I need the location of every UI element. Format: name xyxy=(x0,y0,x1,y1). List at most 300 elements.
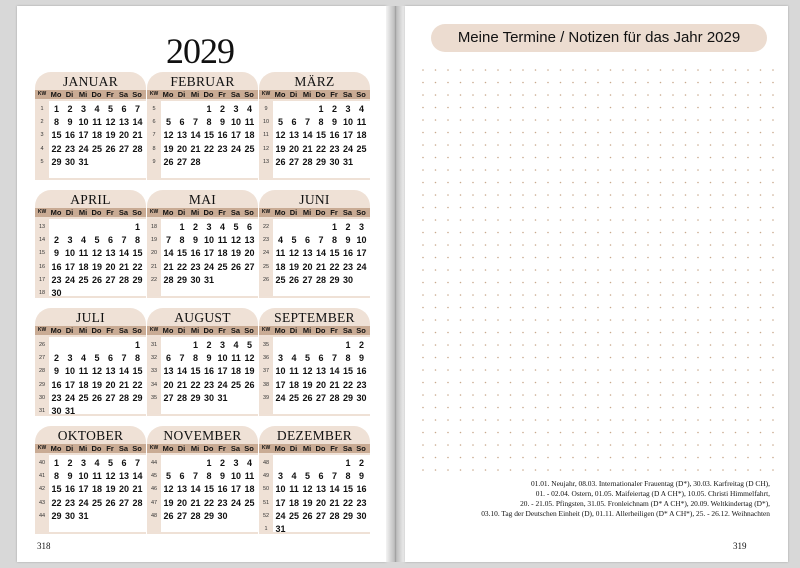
day-cell: 10 xyxy=(64,366,75,377)
day-cell: 1 xyxy=(134,222,140,232)
day-cell: 19 xyxy=(230,248,241,259)
day-cell: 5 xyxy=(304,471,310,482)
weekday-label: Di xyxy=(177,326,186,335)
month-name: JULI xyxy=(35,308,146,326)
day-cell: 17 xyxy=(78,130,89,141)
month-name: MÄRZ xyxy=(259,72,370,90)
weekday-header xyxy=(147,90,258,99)
day-cell: 29 xyxy=(51,156,62,167)
day-cell: 31 xyxy=(78,510,89,521)
day-cell: 14 xyxy=(190,484,201,495)
weekday-label: Fr xyxy=(330,326,338,335)
weekday-label: Mi xyxy=(78,90,88,99)
day-cell: 28 xyxy=(315,274,326,285)
day-cell: 25 xyxy=(288,392,299,403)
day-cell: 27 xyxy=(244,261,255,272)
day-cell: 2 xyxy=(192,222,198,232)
day-cell: 8 xyxy=(134,235,140,246)
weekday-label: So xyxy=(244,326,254,335)
day-cell: 18 xyxy=(91,130,102,141)
day-cell: 24 xyxy=(275,510,286,521)
month-body xyxy=(35,444,146,534)
day-cell: 7 xyxy=(121,235,127,246)
day-cell: 7 xyxy=(134,458,140,468)
week-number: 23 xyxy=(262,237,270,244)
weekday-label: Mi xyxy=(190,208,200,217)
day-cell: 20 xyxy=(315,497,326,508)
day-cell: 7 xyxy=(304,117,310,128)
week-number: 39 xyxy=(262,394,270,401)
day-cell: 15 xyxy=(190,366,201,377)
day-cell: 25 xyxy=(91,143,102,154)
weekday-label: Fr xyxy=(330,90,338,99)
month-januar xyxy=(35,72,146,180)
weekday-label: Di xyxy=(65,90,74,99)
day-cell: 25 xyxy=(78,274,89,285)
day-cell: 5 xyxy=(165,471,171,482)
day-cell: 19 xyxy=(163,143,174,154)
week-number: 42 xyxy=(38,486,46,493)
day-cell: 31 xyxy=(275,524,286,534)
day-cell: 15 xyxy=(132,248,143,259)
day-cell: 7 xyxy=(179,353,185,364)
day-cell: 27 xyxy=(105,392,116,403)
day-cell: 2 xyxy=(358,458,364,468)
day-cell: 11 xyxy=(231,353,241,364)
day-cell: 30 xyxy=(329,156,340,167)
weekday-label: Fr xyxy=(218,90,226,99)
week-number: 11 xyxy=(263,132,269,139)
day-cell: 28 xyxy=(163,274,174,285)
day-cell: 7 xyxy=(192,471,198,482)
day-cell: 24 xyxy=(78,143,89,154)
week-number: 15 xyxy=(38,250,46,257)
day-cell: 28 xyxy=(176,392,187,403)
weekday-label: Do xyxy=(203,444,214,453)
day-cell: 27 xyxy=(163,392,174,403)
day-cell: 6 xyxy=(121,104,127,114)
month-oktober xyxy=(35,426,146,534)
day-cell: 22 xyxy=(132,261,143,272)
week-number: 1 xyxy=(40,106,44,112)
day-cell: 5 xyxy=(233,222,239,232)
weekday-label: Mi xyxy=(78,444,88,453)
weekday-header xyxy=(35,326,146,335)
day-cell: 9 xyxy=(53,248,59,259)
day-cell: 23 xyxy=(356,379,367,390)
day-cell: 24 xyxy=(356,261,367,272)
day-cell: 13 xyxy=(105,248,116,259)
week-number: 46 xyxy=(150,486,158,493)
day-cell: 8 xyxy=(53,471,59,482)
day-cell: 29 xyxy=(329,274,340,285)
day-cell: 18 xyxy=(244,130,255,141)
day-cell: 29 xyxy=(315,156,326,167)
month-name: NOVEMBER xyxy=(147,426,258,444)
week-number: 13 xyxy=(38,224,46,230)
day-cell: 23 xyxy=(329,143,340,154)
kw-label: KW xyxy=(149,91,159,97)
day-cell: 26 xyxy=(244,379,255,390)
day-cell: 17 xyxy=(64,261,75,272)
day-cell: 2 xyxy=(53,353,59,364)
day-cell: 1 xyxy=(318,104,324,114)
day-cell: 2 xyxy=(67,104,73,114)
day-cell: 8 xyxy=(179,235,185,246)
book-gutter xyxy=(386,6,405,562)
weekday-label: Di xyxy=(289,326,298,335)
day-cell: 12 xyxy=(275,130,286,141)
kw-label: KW xyxy=(149,445,159,451)
day-cell: 23 xyxy=(51,392,62,403)
day-cell: 26 xyxy=(163,510,174,521)
day-cell: 3 xyxy=(233,104,239,114)
weekday-label: Di xyxy=(65,444,74,453)
weekday-label: Sa xyxy=(118,444,129,453)
weekday-label: Fr xyxy=(218,444,226,453)
day-cell: 15 xyxy=(176,248,187,259)
day-cell: 8 xyxy=(318,117,324,128)
week-number: 14 xyxy=(38,237,46,244)
weekday-label: Sa xyxy=(118,208,129,217)
week-number: 28 xyxy=(38,368,46,375)
day-cell: 27 xyxy=(118,143,129,154)
day-cell: 4 xyxy=(80,353,86,364)
weekday-label: So xyxy=(244,90,254,99)
week-number: 37 xyxy=(262,368,270,375)
day-cell: 21 xyxy=(118,261,129,272)
day-cell: 30 xyxy=(190,274,201,285)
day-cell: 27 xyxy=(288,156,299,167)
weekday-label: Do xyxy=(315,326,326,335)
day-cell: 22 xyxy=(51,143,62,154)
day-cell: 18 xyxy=(288,379,299,390)
day-cell: 22 xyxy=(329,261,340,272)
week-number: 13 xyxy=(262,158,270,165)
day-cell: 3 xyxy=(233,458,239,468)
day-cell: 5 xyxy=(94,353,100,364)
weekday-label: Mi xyxy=(302,208,312,217)
day-cell: 2 xyxy=(345,222,351,232)
day-cell: 12 xyxy=(105,471,116,482)
page-number-right: 319 xyxy=(733,541,747,551)
week-number: 48 xyxy=(262,460,270,466)
day-cell: 1 xyxy=(345,340,351,350)
week-number: 29 xyxy=(38,381,46,388)
day-cell: 20 xyxy=(176,143,187,154)
weekday-label: Sa xyxy=(230,444,241,453)
week-number: 6 xyxy=(152,119,156,126)
day-cell: 17 xyxy=(203,248,214,259)
month-body xyxy=(147,90,258,180)
month-februar xyxy=(147,72,258,180)
month-name: SEPTEMBER xyxy=(259,308,370,326)
weekday-label: Di xyxy=(289,90,298,99)
day-cell: 9 xyxy=(331,117,337,128)
week-number: 7 xyxy=(152,132,156,139)
day-cell: 22 xyxy=(51,497,62,508)
day-cell: 6 xyxy=(318,471,324,482)
weekday-label: Mi xyxy=(302,326,312,335)
day-cell: 28 xyxy=(329,510,340,521)
weekday-label: Fr xyxy=(330,208,338,217)
day-cell: 19 xyxy=(288,261,299,272)
week-number: 24 xyxy=(262,250,270,257)
month-body xyxy=(259,90,370,180)
day-cell: 16 xyxy=(190,248,201,259)
day-cell: 30 xyxy=(203,392,214,403)
day-cell: 19 xyxy=(105,484,116,495)
day-cell: 20 xyxy=(244,248,255,259)
day-cell: 12 xyxy=(244,353,255,364)
day-cell: 27 xyxy=(118,497,129,508)
weekday-header xyxy=(259,90,370,99)
day-cell: 24 xyxy=(275,392,286,403)
weekday-label: Do xyxy=(203,90,214,99)
day-cell: 15 xyxy=(203,484,214,495)
day-cell: 26 xyxy=(275,156,286,167)
week-number: 31 xyxy=(150,342,158,348)
day-cell: 21 xyxy=(132,484,143,495)
weekday-label: Fr xyxy=(330,444,338,453)
day-cell: 12 xyxy=(302,366,313,377)
weekday-label: Mo xyxy=(274,326,286,335)
day-cell: 20 xyxy=(315,379,326,390)
year-title: 2029 xyxy=(166,31,234,71)
weekday-label: Mi xyxy=(190,444,200,453)
day-cell: 29 xyxy=(132,274,143,285)
day-cell: 15 xyxy=(342,484,353,495)
day-cell: 19 xyxy=(91,261,102,272)
month-name: JUNI xyxy=(259,190,370,208)
day-cell: 7 xyxy=(192,117,198,128)
week-number: 2 xyxy=(40,119,44,126)
day-cell: 20 xyxy=(288,143,299,154)
day-cell: 25 xyxy=(275,274,286,285)
week-number: 19 xyxy=(150,237,158,244)
day-cell: 14 xyxy=(132,471,143,482)
day-cell: 6 xyxy=(304,235,310,246)
day-cell: 18 xyxy=(288,497,299,508)
day-cell: 12 xyxy=(288,248,299,259)
day-cell: 31 xyxy=(203,274,214,285)
week-number: 48 xyxy=(150,512,158,519)
day-cell: 21 xyxy=(329,379,340,390)
weekday-label: So xyxy=(244,208,254,217)
day-cell: 10 xyxy=(78,117,89,128)
day-cell: 15 xyxy=(51,130,62,141)
day-cell: 4 xyxy=(80,235,86,246)
day-cell: 5 xyxy=(165,117,171,128)
day-cell: 24 xyxy=(64,392,75,403)
day-cell: 9 xyxy=(67,117,73,128)
day-cell: 13 xyxy=(315,484,326,495)
day-cell: 4 xyxy=(291,471,297,482)
day-cell: 20 xyxy=(176,497,187,508)
week-number: 43 xyxy=(38,499,46,506)
kw-label: KW xyxy=(261,445,271,451)
day-cell: 28 xyxy=(190,510,201,521)
day-cell: 21 xyxy=(163,261,174,272)
weekday-label: Sa xyxy=(342,90,353,99)
day-cell: 19 xyxy=(244,366,255,377)
day-cell: 11 xyxy=(244,471,255,482)
day-cell: 8 xyxy=(206,471,212,482)
week-number: 18 xyxy=(38,290,46,296)
day-cell: 9 xyxy=(53,366,59,377)
month-november xyxy=(147,426,258,534)
day-cell: 25 xyxy=(78,392,89,403)
day-cell: 16 xyxy=(64,130,75,141)
day-cell: 28 xyxy=(118,392,129,403)
day-cell: 16 xyxy=(329,130,340,141)
day-cell: 1 xyxy=(345,458,351,468)
day-cell: 14 xyxy=(190,130,201,141)
day-cell: 23 xyxy=(217,143,228,154)
day-cell: 18 xyxy=(78,379,89,390)
week-number: 32 xyxy=(150,355,158,362)
weekday-label: Do xyxy=(315,444,326,453)
day-cell: 5 xyxy=(94,235,100,246)
week-number: 45 xyxy=(150,473,158,480)
day-cell: 2 xyxy=(219,458,225,468)
month-september xyxy=(259,308,370,416)
day-cell: 14 xyxy=(329,366,340,377)
day-cell: 24 xyxy=(64,274,75,285)
kw-label: KW xyxy=(149,327,159,333)
day-cell: 29 xyxy=(176,274,187,285)
day-cell: 24 xyxy=(342,143,353,154)
week-number: 41 xyxy=(38,473,46,480)
day-cell: 17 xyxy=(217,366,228,377)
day-cell: 26 xyxy=(91,274,102,285)
day-cell: 15 xyxy=(51,484,62,495)
day-cell: 30 xyxy=(356,510,367,521)
week-number: 22 xyxy=(150,276,158,283)
day-cell: 10 xyxy=(356,235,367,246)
week-number: 1 xyxy=(264,526,268,532)
day-cell: 24 xyxy=(203,261,214,272)
day-cell: 2 xyxy=(53,235,59,246)
day-cell: 6 xyxy=(246,222,252,232)
weekday-label: Fr xyxy=(218,208,226,217)
week-number: 16 xyxy=(38,263,46,270)
day-cell: 27 xyxy=(176,510,187,521)
day-cell: 12 xyxy=(163,484,174,495)
day-cell: 14 xyxy=(329,484,340,495)
day-cell: 4 xyxy=(358,104,364,114)
day-cell: 17 xyxy=(356,248,367,259)
day-cell: 25 xyxy=(356,143,367,154)
day-cell: 13 xyxy=(302,248,313,259)
week-number: 34 xyxy=(150,381,158,388)
day-cell: 22 xyxy=(203,497,214,508)
day-cell: 13 xyxy=(176,130,187,141)
day-cell: 6 xyxy=(121,458,127,468)
kw-label: KW xyxy=(261,91,271,97)
weekday-label: Mo xyxy=(162,90,174,99)
day-cell: 15 xyxy=(315,130,326,141)
day-cell: 27 xyxy=(315,392,326,403)
weekday-label: Fr xyxy=(106,326,114,335)
day-cell: 17 xyxy=(78,484,89,495)
day-cell: 23 xyxy=(64,143,75,154)
day-cell: 25 xyxy=(244,143,255,154)
weekday-label: Mo xyxy=(274,444,286,453)
weekday-label: So xyxy=(132,208,142,217)
day-cell: 19 xyxy=(302,379,313,390)
day-cell: 6 xyxy=(291,117,297,128)
month-body xyxy=(259,326,370,416)
day-cell: 2 xyxy=(219,104,225,114)
week-number: 8 xyxy=(152,145,156,152)
day-cell: 8 xyxy=(206,117,212,128)
weekday-label: Mo xyxy=(274,208,286,217)
day-cell: 12 xyxy=(230,235,241,246)
day-cell: 29 xyxy=(203,510,214,521)
weekday-label: Fr xyxy=(106,90,114,99)
weekday-label: So xyxy=(356,444,366,453)
day-cell: 26 xyxy=(163,156,174,167)
weekday-label: Sa xyxy=(118,326,129,335)
day-cell: 10 xyxy=(217,353,228,364)
holiday-line: 01. - 02.04. Ostern, 01.05. Maifeiertag (D A CH*), 10.05. Christi Himmelfahrt, xyxy=(535,489,770,498)
day-cell: 30 xyxy=(51,406,62,416)
holiday-line: 01.01. Neujahr, 08.03. Internationaler Frauentag (D*), 30.03. Karfreitag (D CH), xyxy=(530,479,770,488)
day-cell: 7 xyxy=(165,235,171,246)
day-cell: 3 xyxy=(345,104,351,114)
day-cell: 11 xyxy=(78,248,89,259)
day-cell: 12 xyxy=(302,484,313,495)
month-mai xyxy=(147,190,258,298)
month-märz xyxy=(259,72,370,180)
day-cell: 16 xyxy=(51,261,62,272)
week-number: 33 xyxy=(150,368,158,375)
day-cell: 12 xyxy=(91,248,102,259)
dot-grid xyxy=(419,66,774,476)
day-cell: 24 xyxy=(78,497,89,508)
weekday-header xyxy=(259,326,370,335)
day-cell: 14 xyxy=(163,248,174,259)
weekday-header xyxy=(35,90,146,99)
weekday-label: So xyxy=(132,326,142,335)
day-cell: 17 xyxy=(275,379,286,390)
day-cell: 5 xyxy=(107,104,113,114)
weekday-label: So xyxy=(356,90,366,99)
day-cell: 28 xyxy=(118,274,129,285)
day-cell: 28 xyxy=(329,392,340,403)
day-cell: 8 xyxy=(53,117,59,128)
day-cell: 8 xyxy=(345,471,351,482)
weekday-label: Di xyxy=(65,326,74,335)
day-cell: 23 xyxy=(51,274,62,285)
weekday-label: Sa xyxy=(230,90,241,99)
day-cell: 13 xyxy=(176,484,187,495)
day-cell: 29 xyxy=(51,510,62,521)
week-number: 44 xyxy=(38,512,46,519)
weekday-header xyxy=(35,444,146,453)
week-number: 40 xyxy=(38,460,46,466)
day-cell: 9 xyxy=(358,353,364,364)
day-cell: 13 xyxy=(288,130,299,141)
weekday-label: Mo xyxy=(50,208,62,217)
day-cell: 1 xyxy=(53,458,59,468)
weekday-label: Sa xyxy=(230,326,241,335)
day-cell: 7 xyxy=(134,104,140,114)
day-cell: 4 xyxy=(246,458,252,468)
day-cell: 11 xyxy=(78,366,89,377)
day-cell: 27 xyxy=(176,156,187,167)
